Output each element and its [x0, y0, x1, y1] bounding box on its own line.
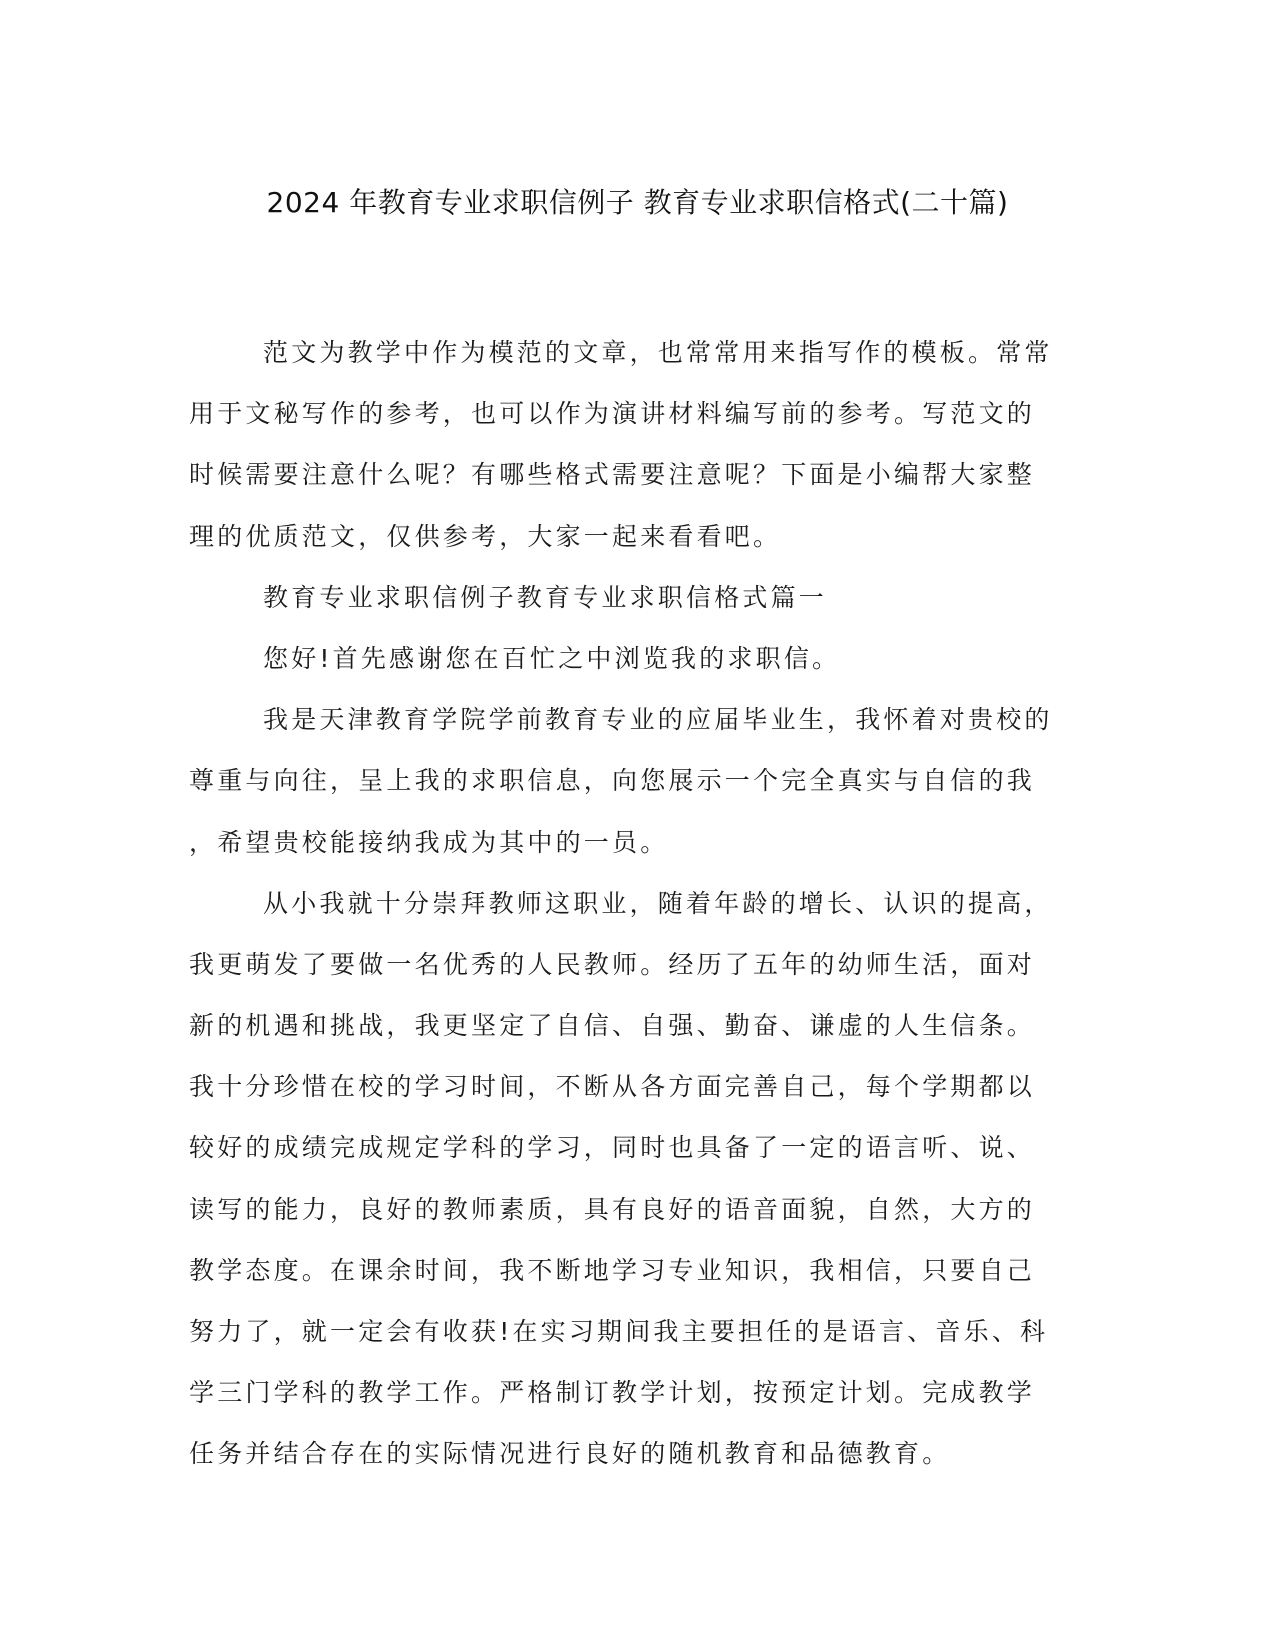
paragraph-line: 范文为教学中作为模范的文章，也常常用来指写作的模板。常常 — [263, 338, 1053, 367]
greeting-line: 您好!首先感谢您在百忙之中浏览我的求职信。 — [263, 643, 841, 673]
paragraph-line: 我十分珍惜在校的学习时间，不断从各方面完善自己，每个学期都以 — [189, 1072, 1036, 1102]
document-body — [189, 322, 1079, 1485]
paragraph-line: 读写的能力，良好的教师素质，具有良好的语音面貌，自然，大方的 — [189, 1194, 1036, 1224]
section-heading: 教育专业求职信例子教育专业求职信格式篇一 — [263, 582, 828, 612]
paragraph-line: 理的优质范文，仅供参考，大家一起来看看吧。 — [189, 521, 782, 551]
paragraph-line: 学三门学科的教学工作。严格制订教学计划，按预定计划。完成教学 — [189, 1378, 1036, 1408]
paragraph-line: 尊重与向往，呈上我的求职信息，向您展示一个完全真实与自信的我 — [189, 766, 1036, 796]
paragraph-line: 从小我就十分崇拜教师这职业，随着年龄的增长、认识的提高， — [263, 888, 1053, 918]
paragraph-line: 时候需要注意什么呢？有哪些格式需要注意呢？下面是小编帮大家整 — [189, 460, 1036, 490]
paragraph-line: 用于文秘写作的参考，也可以作为演讲材料编写前的参考。写范文的 — [189, 399, 1036, 429]
document-title: 2024 年教育专业求职信例子 教育专业求职信格式(二十篇) — [266, 186, 1009, 219]
paragraph-line: 任务并结合存在的实际情况进行良好的随机教育和品德教育。 — [189, 1439, 951, 1469]
paragraph-line: 我更萌发了要做一名优秀的人民教师。经历了五年的幼师生活，面对 — [189, 949, 1036, 979]
paragraph-line: 努力了，就一定会有收获!在实习期间我主要担任的是语言、音乐、科 — [189, 1317, 1049, 1346]
paragraph-line: 较好的成绩完成规定学科的学习，同时也具备了一定的语言听、说、 — [189, 1133, 1036, 1163]
paragraph-line: 教学态度。在课余时间，我不断地学习专业知识，我相信，只要自己 — [189, 1255, 1036, 1285]
paragraph-line: 新的机遇和挑战，我更坚定了自信、自强、勤奋、谦虚的人生信条。 — [189, 1011, 1036, 1041]
paragraph-line: 我是天津教育学院学前教育专业的应届毕业生，我怀着对贵校的 — [263, 705, 1053, 735]
paragraph-line: ，希望贵校能接纳我成为其中的一员。 — [189, 827, 669, 857]
